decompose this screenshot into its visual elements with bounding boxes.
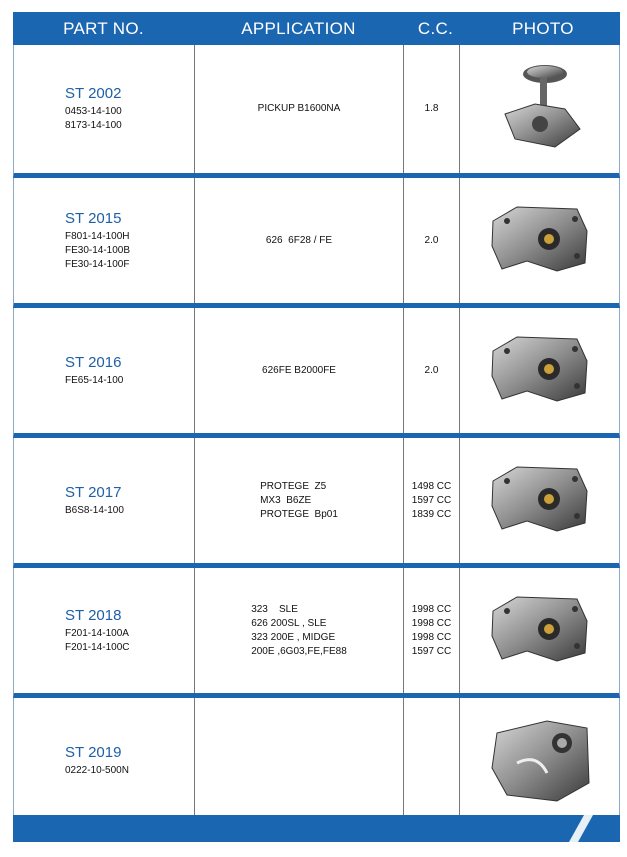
application-cell (195, 438, 404, 563)
cc-value: 1597 CC (411, 645, 452, 657)
photo-cell (460, 308, 619, 433)
oem-number: FE30-14-100B (65, 244, 131, 256)
application-line: 626 200SL , SLE (251, 617, 327, 629)
oem-number: 8173-14-100 (65, 120, 122, 131)
parts-table (13, 45, 620, 828)
application-cell (195, 308, 404, 433)
application-line: 323 SLE (251, 603, 298, 615)
application-list (262, 364, 336, 378)
cc-value: 1839 CC (411, 508, 452, 520)
table-row (13, 178, 620, 308)
part-number: ST 2019 (65, 743, 122, 761)
part-number: ST 2002 (65, 85, 122, 102)
application-line: 323 200E , MIDGE (251, 631, 336, 643)
oem-number: F201-14-100A (65, 627, 129, 639)
oil-pump-icon (487, 461, 592, 541)
oil-pump-with-strainer-icon (495, 59, 585, 159)
cc-value: 1998 CC (411, 603, 452, 615)
application-line: 626 6F28 / FE (265, 234, 333, 246)
table-row (13, 438, 620, 568)
application-list (260, 480, 338, 522)
part-cell (14, 698, 195, 823)
application-line: PROTEGE Z5 (260, 480, 327, 492)
application-line: MX3 B6ZE (260, 494, 312, 506)
oil-pump-icon (487, 591, 592, 671)
cc-cell (404, 45, 460, 173)
table-row (13, 308, 620, 438)
photo-cell (460, 438, 619, 563)
part-number: ST 2015 (65, 209, 122, 227)
part-cell (14, 438, 195, 563)
cc-value: 1998 CC (411, 617, 452, 629)
application-cell (195, 45, 404, 173)
cc-cell (404, 568, 460, 693)
application-cell (195, 178, 404, 303)
cc-value: 1597 CC (411, 494, 452, 506)
header-cc: C.C. (417, 18, 454, 38)
application-line: 200E ,6G03,FE,FE88 (251, 645, 347, 657)
header-application: APPLICATION (241, 18, 356, 38)
application-line: PROTEGE Bp01 (260, 508, 338, 520)
application-line: PICKUP B1600NA (257, 103, 341, 114)
cc-value: 2.0 (424, 234, 439, 246)
oem-number: F801-14-100H (65, 230, 130, 242)
oem-number: B6S8-14-100 (65, 504, 124, 516)
table-row (13, 698, 620, 828)
application-list (266, 234, 332, 248)
table-row (13, 45, 620, 178)
table-row (13, 568, 620, 698)
part-number: ST 2016 (65, 353, 122, 371)
photo-cell (460, 178, 619, 303)
footer-stripe (560, 815, 620, 842)
application-cell (195, 698, 404, 823)
application-list (258, 102, 341, 116)
photo-cell (460, 45, 619, 173)
cc-cell (404, 698, 460, 823)
part-number: ST 2018 (65, 606, 122, 624)
cc-value: 1.8 (424, 103, 439, 114)
footer-bar (13, 815, 620, 842)
application-line: 626FE B2000FE (262, 364, 336, 376)
part-cell (14, 308, 195, 433)
part-cell (14, 178, 195, 303)
application-list (251, 603, 347, 659)
part-number: ST 2017 (65, 483, 122, 501)
cc-value: 2.0 (424, 364, 439, 376)
cc-value: 1498 CC (411, 480, 452, 492)
part-cell (14, 568, 195, 693)
cc-cell (404, 178, 460, 303)
oil-pump-icon (487, 201, 592, 281)
table-header (13, 12, 620, 45)
part-cell (14, 45, 195, 173)
photo-cell (460, 698, 619, 823)
application-cell (195, 568, 404, 693)
header-part-no: PART NO. (63, 18, 144, 38)
oem-number: FE30-14-100F (65, 258, 130, 270)
oem-number: F201-14-100C (65, 641, 130, 653)
cc-cell (404, 438, 460, 563)
timing-cover-oil-pump-icon (487, 713, 592, 808)
header-photo: PHOTO (512, 18, 574, 38)
oem-number: 0222-10-500N (65, 764, 129, 776)
cc-value: 1998 CC (411, 631, 452, 643)
photo-cell (460, 568, 619, 693)
oem-number: 0453-14-100 (65, 106, 122, 117)
oil-pump-icon (487, 331, 592, 411)
oem-number: FE65-14-100 (65, 374, 124, 386)
cc-cell (404, 308, 460, 433)
